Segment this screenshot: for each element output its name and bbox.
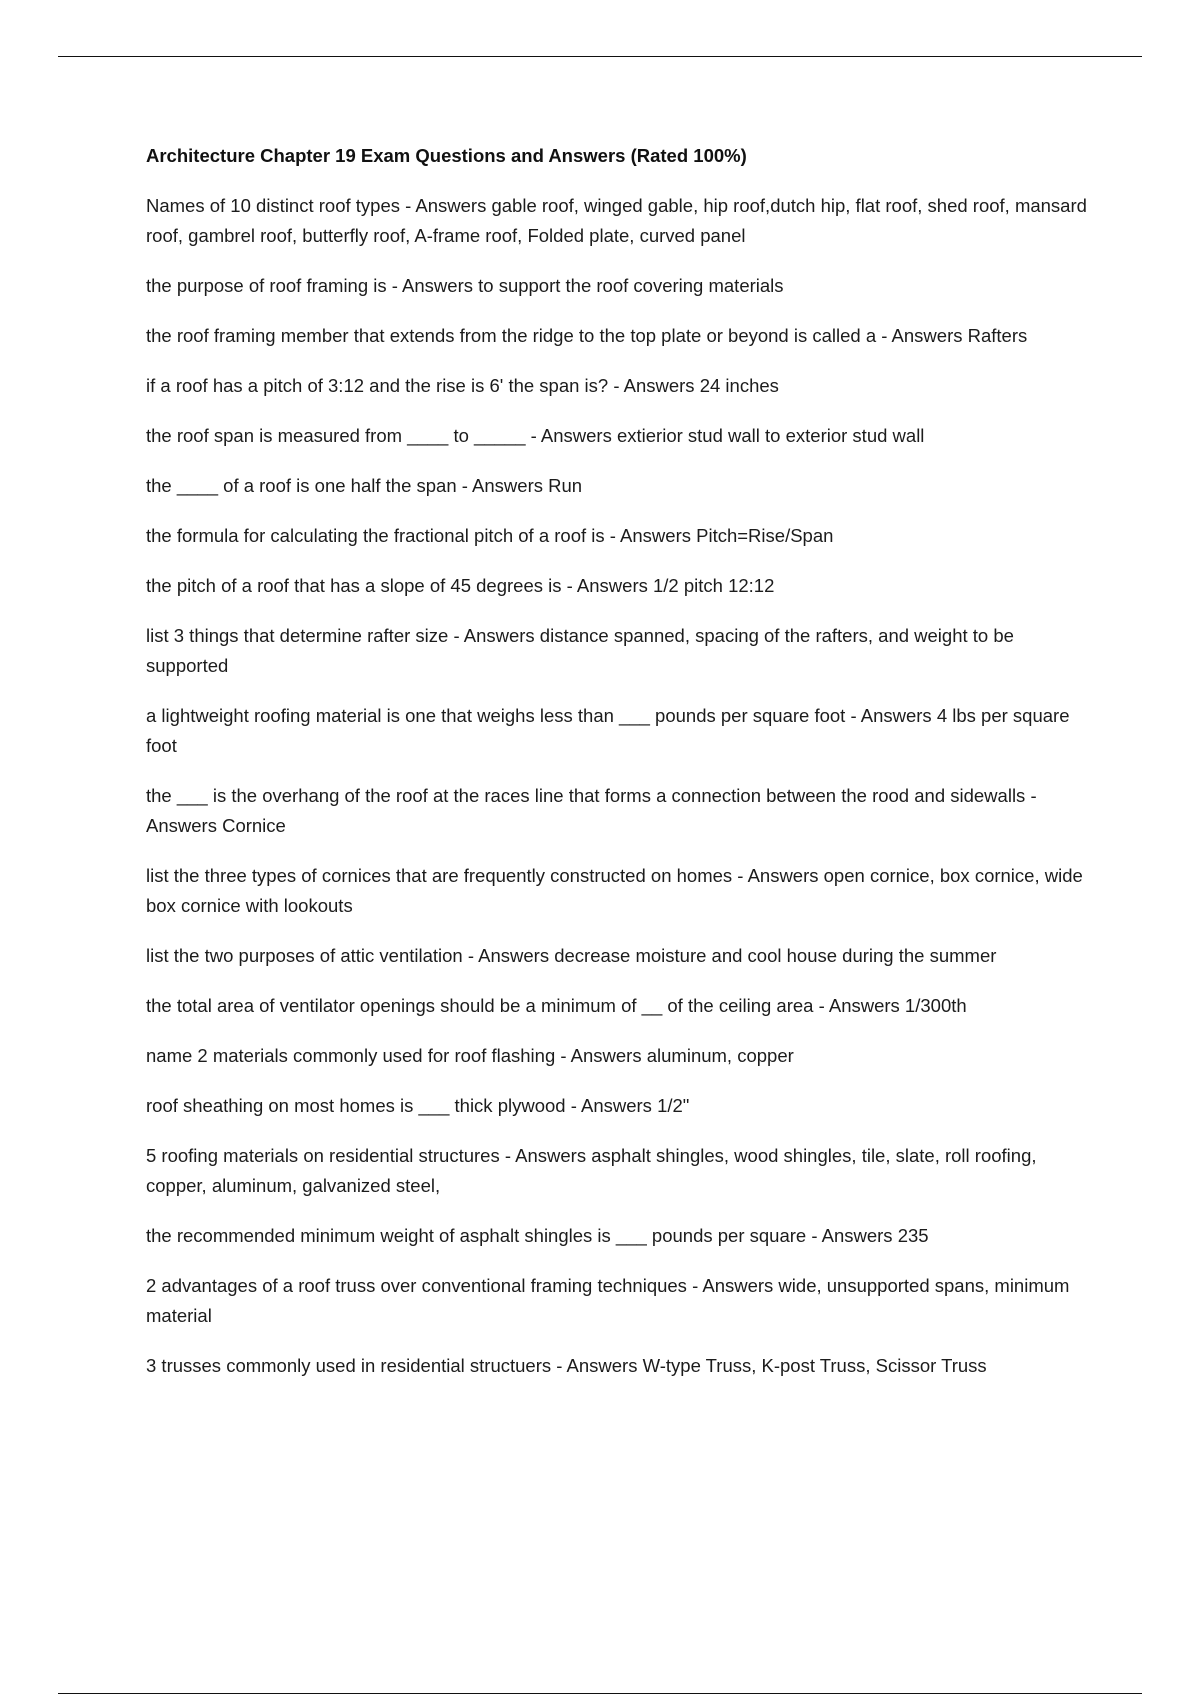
qa-item: the pitch of a roof that has a slope of 45 degrees is - Answers 1/2 pitch 12:12 (146, 575, 775, 596)
qa-item: 5 roofing materials on residential structures - Answers asphalt shingles, wood shingles, tile, slate, roll roofing, copper, aluminum, galvanized steel, (146, 1145, 1037, 1196)
qa-item: the purpose of roof framing is - Answers to support the roof covering materials (146, 275, 784, 296)
qa-item: list the two purposes of attic ventilation - Answers decrease moisture and cool house during the summer (146, 945, 997, 966)
qa-item: the recommended minimum weight of asphalt shingles is ___ pounds per square - Answers 235 (146, 1225, 929, 1246)
qa-item: list 3 things that determine rafter size - Answers distance spanned, spacing of the rafters, and weight to be supported (146, 625, 1014, 676)
document-body (146, 142, 1096, 1401)
qa-item: roof sheathing on most homes is ___ thick plywood - Answers 1/2" (146, 1095, 690, 1116)
qa-item: Names of 10 distinct roof types - Answers gable roof, winged gable, hip roof,dutch hip, flat roof, shed roof, mansard roof, gambrel roof, butterfly roof, A-frame roof, Folded plate, curved panel (146, 195, 1087, 246)
qa-item: the ___ is the overhang of the roof at the races line that forms a connection between the rood and sidewalls - Answers Cornice (146, 785, 1037, 836)
top-divider (58, 56, 1142, 57)
qa-item: the ____ of a roof is one half the span - Answers Run (146, 475, 583, 496)
qa-item: the formula for calculating the fractional pitch of a roof is - Answers Pitch=Rise/Span (146, 525, 834, 546)
qa-item: 3 trusses commonly used in residential structuers - Answers W-type Truss, K-post Truss, Scissor Truss (146, 1355, 987, 1376)
bottom-divider (58, 1693, 1142, 1694)
qa-item: name 2 materials commonly used for roof flashing - Answers aluminum, copper (146, 1045, 794, 1066)
qa-item: a lightweight roofing material is one that weighs less than ___ pounds per square foot - Answers 4 lbs per square foot (146, 705, 1070, 756)
document-title: Architecture Chapter 19 Exam Questions and Answers (Rated 100%) (146, 145, 747, 166)
qa-item: the total area of ventilator openings should be a minimum of __ of the ceiling area - Answers 1/300th (146, 995, 967, 1016)
qa-item: if a roof has a pitch of 3:12 and the rise is 6' the span is? - Answers 24 inches (146, 375, 779, 396)
qa-item: the roof span is measured from ____ to _____ - Answers extierior stud wall to exterior stud wall (146, 425, 925, 446)
qa-item: 2 advantages of a roof truss over conventional framing techniques - Answers wide, unsupported spans, minimum material (146, 1275, 1070, 1326)
qa-item: list the three types of cornices that are frequently constructed on homes - Answers open cornice, box cornice, wide box cornice with lookouts (146, 865, 1083, 916)
qa-item: the roof framing member that extends from the ridge to the top plate or beyond is called a - Answers Rafters (146, 325, 1028, 346)
